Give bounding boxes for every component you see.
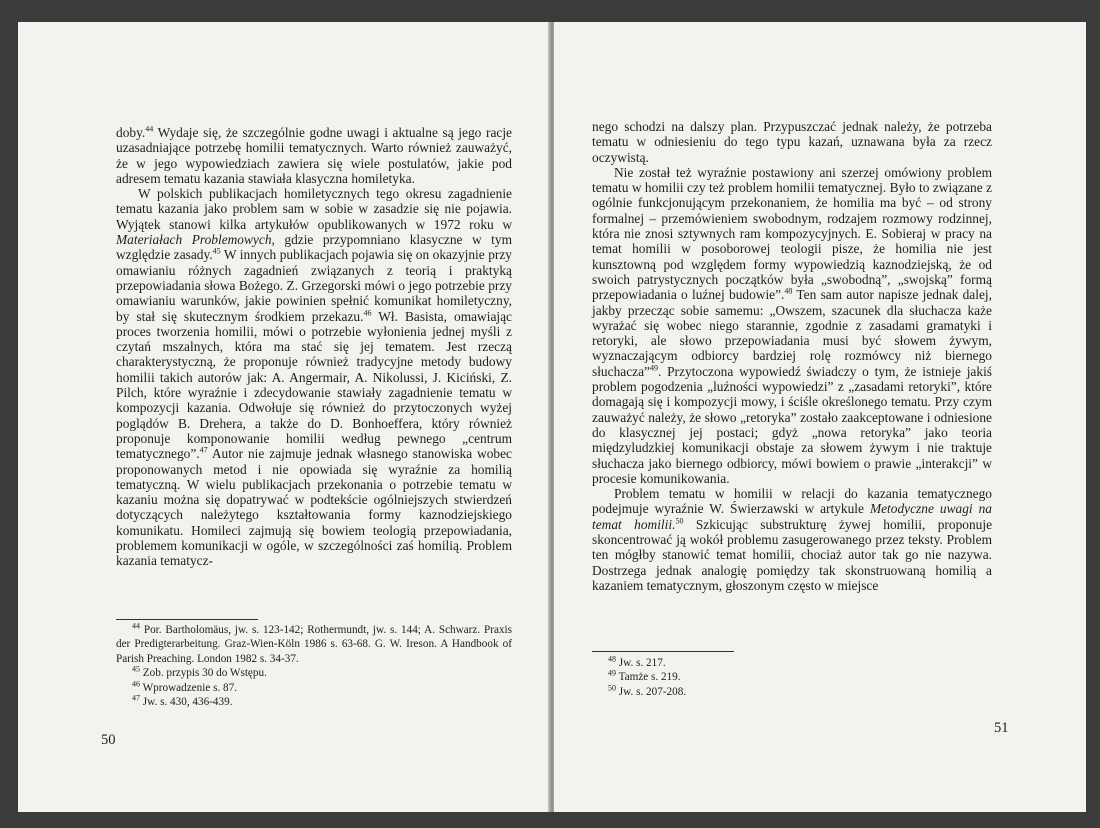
text-run: doby.	[116, 125, 146, 140]
footnote	[592, 685, 852, 699]
footnote-ref: 47	[199, 445, 208, 455]
footnote-number: 47	[132, 693, 140, 703]
paragraph	[592, 165, 992, 486]
footnote-number: 50	[608, 683, 616, 693]
left-body-text	[116, 125, 512, 569]
paragraph	[592, 486, 992, 593]
footnote	[116, 666, 512, 680]
footnote-number: 48	[608, 654, 616, 664]
text-run: Nie został też wyraźnie postawiony ani szerzej omówiony problem tematu w homilii czy też problem homilii tematycznej. Było to związane z ogólnie funkcjonującym przekonaniem, że homilia ma być – od strony formalnej – przemówieniem swobodnym, rodzajem rozmowy rodzinnej, która nie znosi sztywnych ram kompozycyjnych. E. Sobieraj w pracy na temat homilii w posoborowej teologii pisze, że homilia nie jest kunsztowną pod względem formy wypowiedzią kaznodziejską, że od swoich patrystycznych początków była „swobodną”, „swojską” formą przepowiadania o luźnej budowie”.	[592, 164, 992, 303]
right-body-text	[592, 119, 992, 593]
footnote-separator	[592, 651, 734, 652]
paragraph	[116, 186, 512, 568]
footnote-ref: 49	[649, 363, 658, 373]
text-run: Ten sam autor napisze jednak dalej, jakby przecząc sobie samemu: „Owszem, szacunek dla słuchacza każe wyrażać się wobec niego starannie, zgodnie z zasadami gramatyki i retoryki, ale słowo przepowiadania musi być słowem żywym, wyznaczającym odbiorcy bardziej rolę rozmówcy niż biernego słuchacza”	[592, 287, 992, 379]
footnote-number: 45	[132, 664, 140, 674]
footnote-ref: 46	[363, 308, 372, 318]
text-run: W polskich publikacjach homiletycznych tego okresu zagadnienie tematu kazania jako problem sam w sobie w zasadzie się nie pojawia. Wyjątek stanowi kilka artykułów opublikowanych w 1972 roku w	[116, 186, 512, 232]
footnote	[116, 678, 512, 695]
footnote-ref: 50	[675, 516, 684, 526]
footnote-separator	[116, 619, 258, 620]
left-footnotes	[116, 623, 512, 709]
right-page	[554, 22, 1086, 812]
text-run: Wł. Basista, omawiając proces tworzenia homilii, mówi o potrzebie wyłonienia jednej myśli z czytań mszalnych, która ma stać się jej tematem. Jest rzeczą charakterystyczną, że proponuje również tradycyjne metody budowy homilii takich autorów jak: A. Angermair, A. Nikolussi, J. Kiciński, Z. Pilch, które wyraźnie i zdecydowanie stawiały zagadnienie tematu w kompozycji kazania. Odwołuje się również do przytoczonych wyżej poglądów B. Drehera, a także do D. Bonhoeffera, który również proponuje komponowanie homilii według pewnego „centrum tematycznego”.	[116, 308, 512, 462]
footnote-text: Wprowadzenie s. 87.	[140, 681, 238, 694]
text-run: . Przytoczona wypowiedź świadczy o tym, że istnieje jakiś problem pogodzenia „luźności wypowiedzi” z „zasadami retoryki”, które domagają się i kompozycji mowy, i ściśle określonego tematu. Przy czym zauważyć należy, że słowo „retoryka” zostało zaakceptowane i odniesione do klasycznej jej postaci; gdyż „nowa retoryka” jako teoria międzyludzkiej komunikacji obstaje za słowem żywym i nie traktuje słuchacza jako biernego odbiorcy, mówi bowiem o prawie „interakcji” w procesie komunikowania.	[592, 363, 992, 486]
footnote	[592, 670, 852, 684]
text-run: Szkicując substrukturę żywej homilii, proponuje skoncentrować ją wokół problemu zasugerowanego przez teksty. Problem ten mógłby stanowić temat homilii, chociaż autor tak go nie nazywa. Dostrzega jednak analogię pomiędzy tak skonstruowaną homilią a kazaniem tematycznym, głoszonym często w miejsce	[592, 516, 993, 593]
paragraph	[592, 119, 992, 165]
footnote-text: Por. Bartholomäus, jw. s. 123-142; Rothermundt, jw. s. 144; A. Schwarz. Praxis der Predigterarbeitung. Graz-Wien-Köln 1986 s. 63-68. G. W. Ireson. A Handbook of Parish Preaching. London 1982 s. 34-37.	[116, 624, 512, 665]
paragraph	[116, 125, 512, 186]
text-run: W innych publikacjach pojawia się on okazyjnie przy omawianiu różnych zagadnień związanych z teorią i praktyką przepowiadania słowa Bożego. Z. Grzegorski mówi o jego potrzebie przy omawianiu warunków, jakie powinien spełnić komunikat homiletyczny, by stał się skutecznym środkiem przekazu.	[116, 247, 512, 324]
left-page	[18, 22, 550, 812]
right-footnotes	[592, 656, 852, 699]
italic-title: Metodyczne uwagi na temat homilii.	[592, 501, 992, 532]
footnote	[592, 656, 852, 670]
footnote	[116, 695, 512, 709]
footnote-ref: 48	[784, 286, 793, 296]
footnote-number: 49	[608, 668, 616, 678]
footnote-ref: 45	[212, 246, 221, 256]
footnote-text: Jw. s. 430, 436-439.	[140, 696, 233, 709]
footnote-ref: 44	[145, 124, 154, 134]
italic-title: Materiałach Problemowych,	[116, 232, 275, 248]
footnote-text: Tamże s. 219.	[616, 671, 681, 684]
page-number: 50	[101, 732, 116, 748]
footnote-text: Jw. s. 207-208.	[616, 685, 687, 698]
footnote	[116, 623, 512, 666]
footnote-text: Jw. s. 217.	[616, 657, 666, 669]
text-run: gdzie przypomniano klasyczne w tym względzie zasady.	[116, 232, 512, 263]
text-run: Problem tematu w homilii w relacji do kazania tematycznego podejmuje wyraźnie W. Świerzawski w artykule	[592, 486, 992, 517]
footnote-text: Zob. przypis 30 do Wstępu.	[140, 667, 267, 680]
text-run: Autor nie zajmuje jednak własnego stanowiska wobec proponowanych metod i nie opowiada się wyraźnie za homilią tematyczną. W wielu publikacjach przekonania o potrzebie tematu w kazaniu można się dopatrywać w podtekście ogólniejszych stwierdzeń dotyczących należytego kształtowania formy kaznodziejskiego komunikatu. Homileci zajmują się bowiem teologią przepowiadania, problemem komunikacji w ogóle, w szczególności zaś homilią. Problem kazania tematycz-	[116, 446, 512, 569]
footnote-number: 44	[132, 621, 140, 631]
text-run: Wydaje się, że szczególnie godne uwagi i aktualne są jego racje uzasadniające potrzebę homilii tematycznych. Warto również zauważyć, że w jego wypowiedziach zawiera się wiele postulatów, jakie pod adresem tematu kazania stawiała klasyczna homiletyka.	[116, 125, 512, 186]
page-number: 51	[994, 720, 1009, 736]
text-run: nego schodzi na dalszy plan. Przypuszczać jednak należy, że potrzeba tematu w odniesieniu do tego typu kazań, uznawana była za rzecz oczywistą.	[592, 119, 992, 165]
footnote-number: 46	[132, 678, 140, 688]
